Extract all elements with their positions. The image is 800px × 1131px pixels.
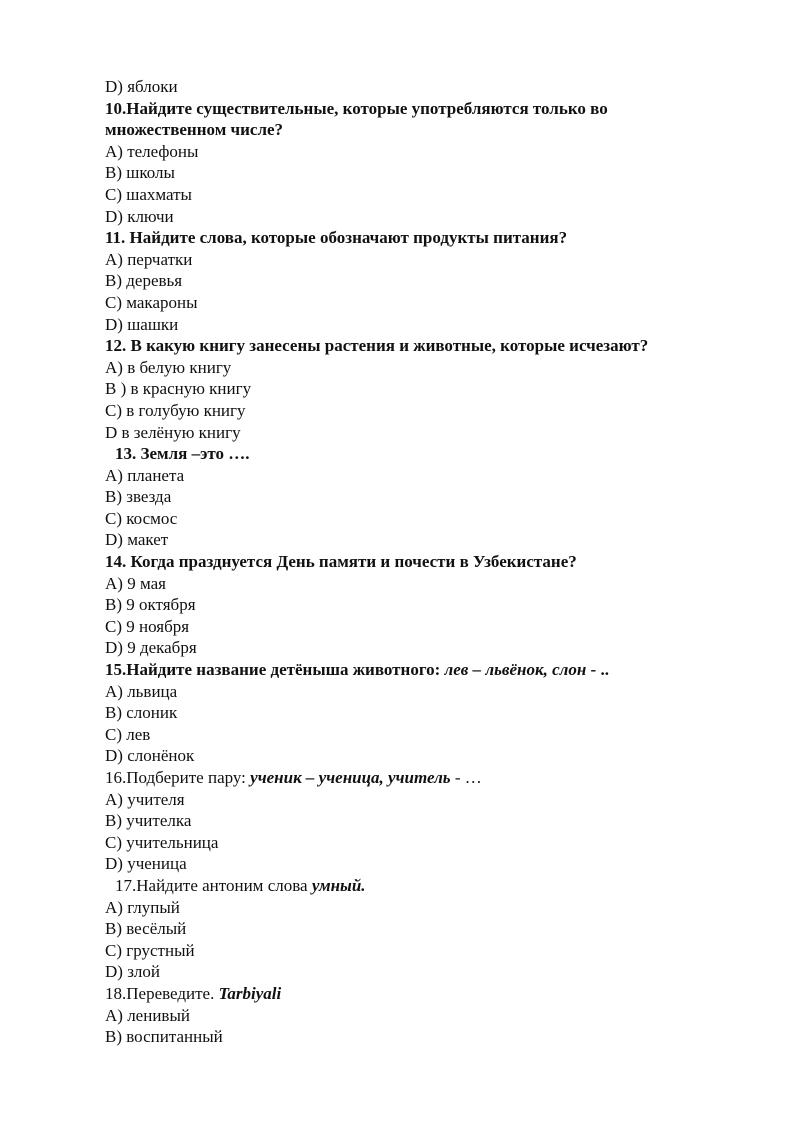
question-13: 13. Земля –это …. [115,444,250,464]
option-c-q13: C) космос [105,508,178,528]
question-17-word: умный. [311,875,366,895]
question-17-text: 17.Найдите антоним слова [115,875,312,895]
option-d-q17: D) злой [105,962,160,982]
question-15 [105,659,745,681]
question-14: 14. Когда празднуется День памяти и почести в Узбекистане? [105,552,577,572]
option-d-q10: D) ключи [105,206,174,226]
question-16-example: ученик – ученица, учитель [250,768,451,787]
option-d-q11: D) шашки [105,314,179,334]
option-a-q13: A) планета [105,465,185,485]
option-d-q16: D) ученица [105,854,187,874]
option-c-q11: C) макароны [105,292,198,312]
option-b-q16: B) учителка [105,811,192,831]
option-c-q15: C) лев [105,724,151,744]
question-12: 12. В какую книгу занесены растения и животные, которые исчезают? [105,336,649,356]
option-a-q14: A) 9 мая [105,573,166,593]
option-b-q10: B) школы [105,163,175,183]
question-16-text: 16.Подберите пару: [105,768,251,787]
question-15-text: 15.Найдите название детёныша животного: [105,660,445,680]
option-a-q11: A) перчатки [105,249,193,269]
option-c-q10: C) шахматы [105,184,192,204]
option-a-q12: A) в белую книгу [105,357,232,377]
option-a-q18: A) ленивый [105,1005,190,1025]
option-c-q17: C) грустный [105,940,195,960]
question-18-word: Tarbiyali [218,983,282,1003]
document-page [105,76,745,1048]
question-11: 11. Найдите слова, которые обозначают продукты питания? [105,228,568,248]
option-b-q17: B) весёлый [105,919,187,939]
option-b-q12: B ) в красную книгу [105,379,252,399]
option-d-q12: D в зелёную книгу [105,422,241,442]
option-a-q10: A) телефоны [105,141,199,161]
option-a-q17: A) глупый [105,897,180,917]
option-d-q14: D) 9 декабря [105,638,197,658]
option-d-q9: D) яблоки [105,77,178,96]
option-c-q14: C) 9 ноября [105,616,190,636]
option-b-q11: B) деревья [105,271,183,291]
question-15-example: лев – львёнок, слон [444,660,587,680]
option-d-q15: D) слонёнок [105,746,195,766]
option-a-q15: A) львица [105,681,178,701]
option-b-q18: B) воспитанный [105,1027,223,1047]
option-b-q13: B) звезда [105,487,172,507]
option-c-q16: C) учительница [105,832,219,852]
question-16 [105,767,745,789]
question-15-suffix: - .. [586,660,609,680]
option-a-q16: A) учителя [105,789,185,809]
question-17 [105,875,745,897]
question-18-text: 18.Переведите. [105,983,219,1003]
option-d-q13: D) макет [105,530,169,550]
option-b-q15: B) слоник [105,703,178,723]
option-c-q12: C) в голубую книгу [105,400,246,420]
question-10-line-2: множественном числе? [105,120,284,140]
question-18 [105,983,745,1005]
option-b-q14: B) 9 октября [105,595,196,615]
question-10-line-1: 10.Найдите существительные, которые употребляются только во [105,98,608,118]
question-16-suffix: - … [450,768,482,787]
